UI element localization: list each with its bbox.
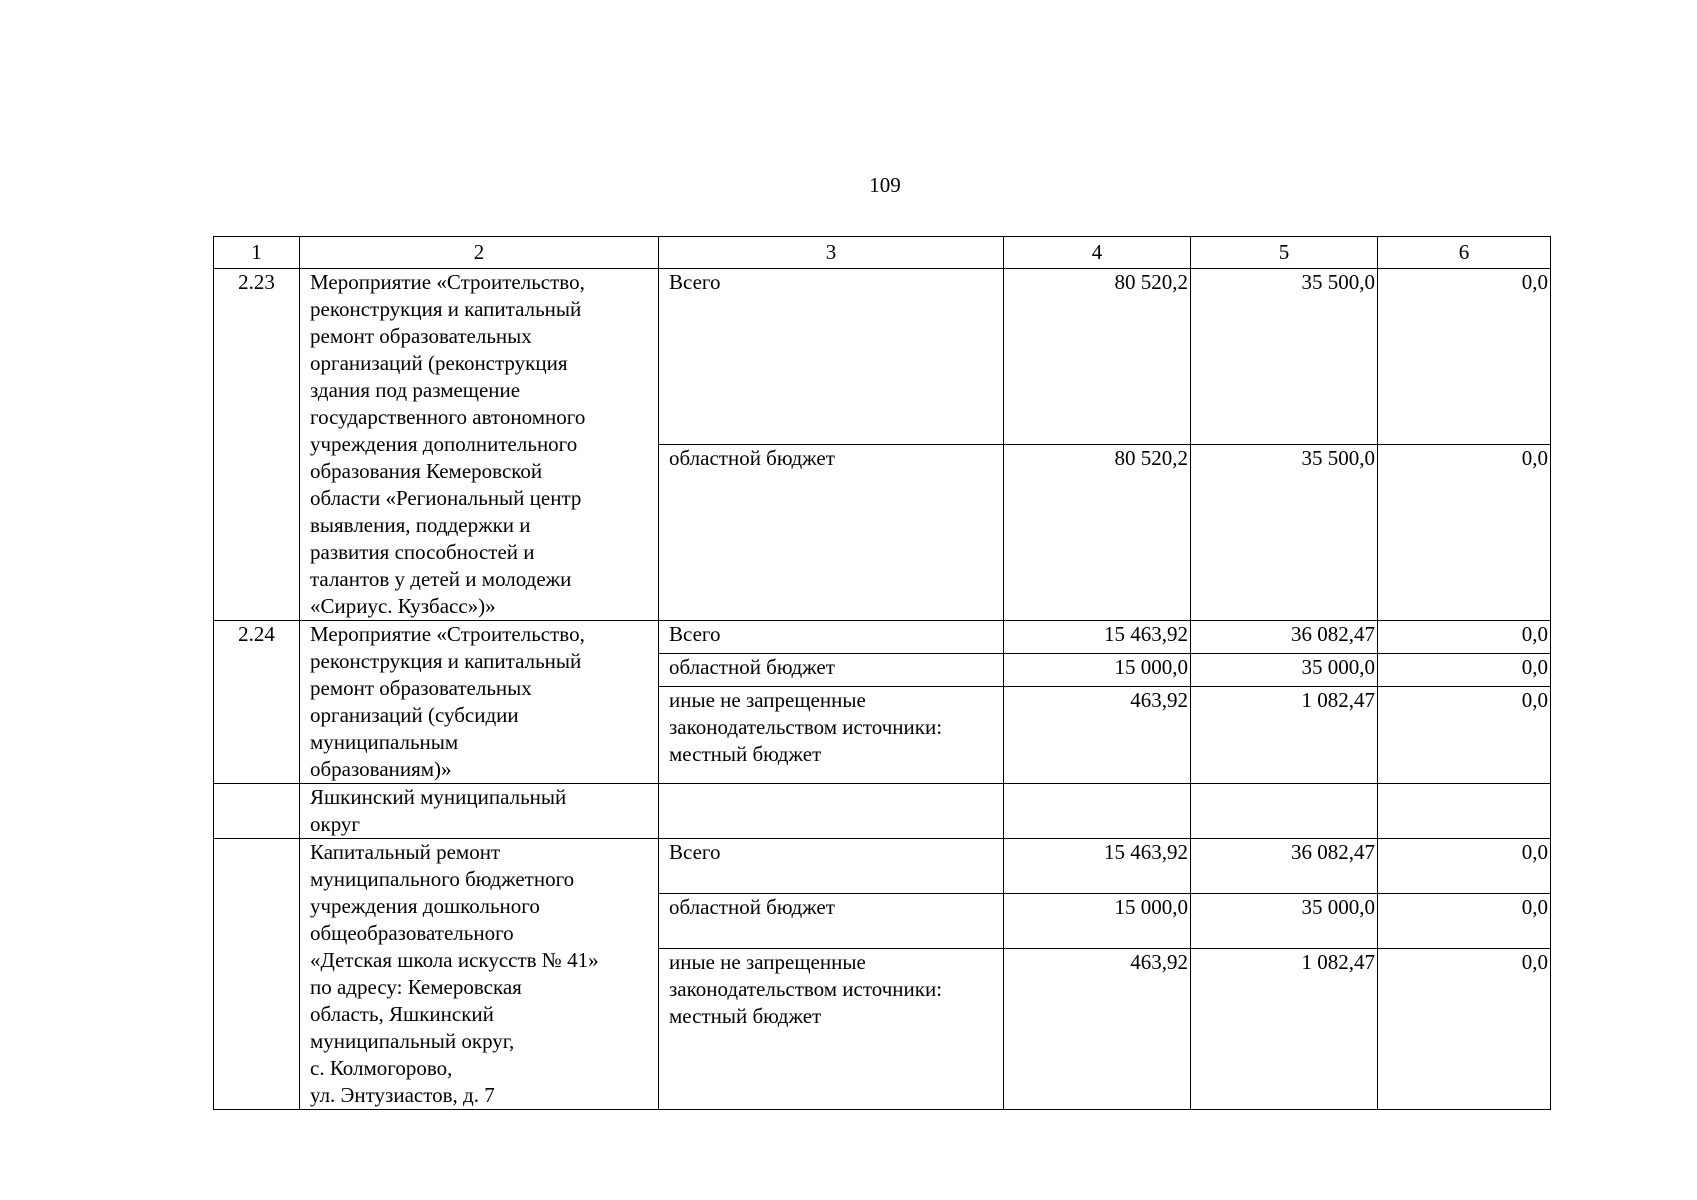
column-header: 6 [1378,237,1551,269]
column-header: 5 [1191,237,1378,269]
page-number: 109 [869,173,901,197]
funding-source-line: иные не запрещенные [669,688,866,713]
measure-description [300,784,659,839]
row-number [214,839,300,1110]
description-line: талантов у детей и молодежи [310,567,572,591]
description-line: образованиям)» [310,757,452,781]
amount-c4 [1004,784,1191,839]
funding-source [659,784,1004,839]
description-line: государственного автономного [310,405,586,429]
funding-source-line: законодательством источники: [669,976,943,1001]
description-line: Капитальный ремонт [310,840,501,864]
funding-source [659,893,1004,948]
description-line: образования Кемеровской [310,459,543,483]
column-header: 3 [659,237,1004,269]
description-line: реконструкция и капитальный [310,297,582,321]
description-line: с. Колмогорово, [310,1056,453,1080]
amount-c6: 0,0 [1378,654,1551,687]
description-line: учреждения дошкольного [310,894,540,918]
description-line: области «Региональный центр [310,486,582,510]
amount-c4: 15 000,0 [1004,654,1191,687]
funding-source-line: областной бюджет [669,446,835,470]
measure-description [300,839,659,1110]
description-line: учреждения дополнительного [310,432,578,456]
amount-c6: 0,0 [1378,621,1551,654]
amount-c4: 463,92 [1004,687,1191,784]
description-line: по адресу: Кемеровская [310,975,522,999]
funding-source-line: областной бюджет [669,655,835,680]
amount-c4: 15 463,92 [1004,621,1191,654]
funding-source-line: Всего [669,840,721,864]
description-line: округ [310,812,361,836]
amount-c5: 35 500,0 [1191,445,1378,621]
description-line: Мероприятие «Строительство, [310,270,585,294]
description-line: «Детская школа искусств № 41» [310,948,599,972]
funding-source-line: иные не запрещенные [669,949,866,974]
amount-c5: 35 500,0 [1191,269,1378,445]
description-line: развития способностей и [310,540,535,564]
amount-c6: 0,0 [1378,893,1551,948]
table-row [214,839,1551,894]
funding-source-line: областной бюджет [669,894,835,919]
amount-c4: 463,92 [1004,948,1191,1109]
description-line: организаций (субсидии [310,703,519,727]
amount-c5: 36 082,47 [1191,839,1378,894]
funding-source [659,269,1004,445]
table-body [214,269,1551,1110]
description-line: ул. Энтузиастов, д. 7 [310,1083,495,1107]
description-line: ремонт образовательных [310,676,532,700]
description-line: «Сириус. Кузбасс»)» [310,594,496,618]
amount-c5: 35 000,0 [1191,893,1378,948]
description-line: область, Яшкинский [310,1002,494,1026]
amount-c4: 15 463,92 [1004,839,1191,894]
amount-c4: 80 520,2 [1004,269,1191,445]
description-line: ремонт образовательных [310,324,532,348]
table-row [214,269,1551,445]
amount-c5: 36 082,47 [1191,621,1378,654]
funding-source [659,621,1004,654]
funding-source-line: местный бюджет [669,1003,822,1028]
description-line: реконструкция и капитальный [310,649,582,673]
description-line: муниципальным [310,730,459,754]
funding-source-line: местный бюджет [669,742,822,767]
funding-source [659,839,1004,894]
amount-c6: 0,0 [1378,269,1551,445]
description-line: Мероприятие «Строительство, [310,622,585,646]
table-row [214,784,1551,839]
amount-c6: 0,0 [1378,445,1551,621]
measure-description [300,621,659,784]
column-header: 1 [214,237,300,269]
row-number: 2.23 [214,269,300,621]
description-line: Яшкинский муниципальный [310,785,567,809]
measure-description [300,269,659,621]
table-row [214,621,1551,654]
budget-table [213,236,1551,1110]
column-header: 2 [300,237,659,269]
amount-c6: 0,0 [1378,687,1551,784]
description-line: организаций (реконструкция [310,351,568,375]
amount-c5: 1 082,47 [1191,948,1378,1109]
amount-c4: 80 520,2 [1004,445,1191,621]
amount-c5: 1 082,47 [1191,687,1378,784]
funding-source-line: Всего [669,270,721,294]
description-line: выявления, поддержки и [310,513,531,537]
amount-c6: 0,0 [1378,948,1551,1109]
amount-c5 [1191,784,1378,839]
funding-source [659,654,1004,687]
row-number: 2.24 [214,621,300,784]
funding-source [659,687,1004,784]
amount-c4: 15 000,0 [1004,893,1191,948]
table-header-row [214,237,1551,269]
funding-source-line: Всего [669,622,721,646]
amount-c6: 0,0 [1378,839,1551,894]
amount-c5: 35 000,0 [1191,654,1378,687]
row-number [214,784,300,839]
funding-source [659,445,1004,621]
amount-c6 [1378,784,1551,839]
description-line: общеобразовательного [310,921,514,945]
description-line: здания под размещение [310,378,521,402]
column-header: 4 [1004,237,1191,269]
description-line: муниципальный округ, [310,1029,515,1053]
funding-source [659,948,1004,1109]
funding-source-line: законодательством источники: [669,715,943,740]
description-line: муниципального бюджетного [310,867,575,891]
